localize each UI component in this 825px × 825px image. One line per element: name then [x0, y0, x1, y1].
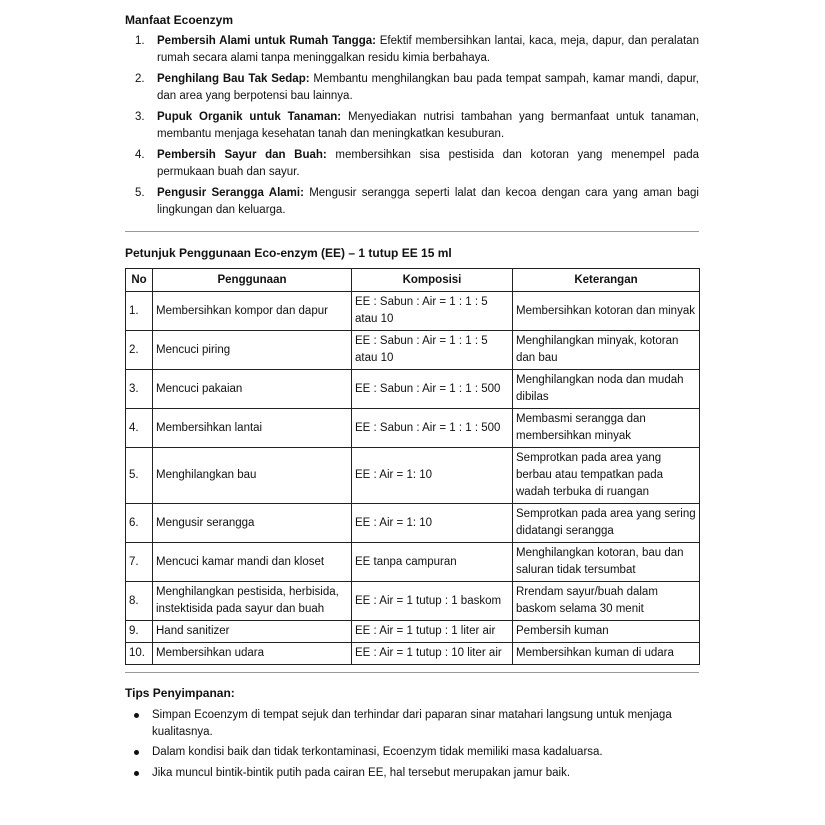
table-row — [126, 582, 700, 621]
benefit-label: Pembersih Sayur dan Buah: — [157, 149, 327, 161]
benefit-number: 4. — [135, 149, 145, 161]
tip-item — [125, 765, 699, 782]
cell-usage: Membersihkan udara — [153, 643, 352, 665]
cell-usage: Membersihkan lantai — [153, 409, 352, 448]
cell-description: Menghilangkan noda dan mudah dibilas — [513, 370, 700, 409]
tip-item — [125, 744, 699, 761]
header-no: No — [126, 269, 153, 292]
cell-description: Menghilangkan kotoran, bau dan saluran tidak tersumbat — [513, 543, 700, 582]
cell-no: 2. — [126, 331, 153, 370]
benefit-text: Membantu menghilangkan bau pada tempat sampah, kamar mandi, dapur, dan area yang berpotensi bau lainnya. — [157, 73, 699, 102]
bullet-icon — [134, 771, 139, 776]
benefits-list — [125, 33, 699, 223]
benefit-number: 1. — [135, 35, 145, 47]
header-description: Keterangan — [513, 269, 700, 292]
cell-no: 5. — [126, 448, 153, 504]
cell-description: Semprotkan pada area yang sering didatangi serangga — [513, 504, 700, 543]
cell-description: Semprotkan pada area yang berbau atau tempatkan pada wadah terbuka di ruangan — [513, 448, 700, 504]
tip-text: Simpan Ecoenzym di tempat sejuk dan terhindar dari paparan sinar matahari langsung untuk menjaga kualitasnya. — [152, 709, 672, 738]
benefit-label: Pembersih Alami untuk Rumah Tangga: — [157, 35, 376, 47]
table-row — [126, 292, 700, 331]
cell-usage: Mencuci pakaian — [153, 370, 352, 409]
cell-usage: Hand sanitizer — [153, 621, 352, 643]
cell-no: 3. — [126, 370, 153, 409]
cell-no: 9. — [126, 621, 153, 643]
cell-composition: EE : Air = 1 tutup : 10 liter air — [352, 643, 513, 665]
header-composition: Komposisi — [352, 269, 513, 292]
benefit-item — [125, 185, 699, 218]
benefit-text: Efektif membersihkan lantai, kaca, meja, dapur, dan peralatan rumah secara alami tanpa meninggalkan residu kimia berbahaya. — [157, 35, 699, 64]
cell-composition: EE : Air = 1: 10 — [352, 504, 513, 543]
cell-usage: Mengusir serangga — [153, 504, 352, 543]
cell-no: 7. — [126, 543, 153, 582]
benefit-label: Pupuk Organik untuk Tanaman: — [157, 111, 342, 123]
cell-description: Menghilangkan minyak, kotoran dan bau — [513, 331, 700, 370]
table-header-row — [126, 269, 700, 292]
benefit-text: Mengusir serangga seperti lalat dan kecoa dengan cara yang aman bagi lingkungan dan keluarga. — [157, 187, 699, 216]
cell-composition: EE : Sabun : Air = 1 : 1 : 500 — [352, 370, 513, 409]
cell-composition: EE : Sabun : Air = 1 : 1 : 5 atau 10 — [352, 292, 513, 331]
tips-heading: Tips Penyimpanan: — [125, 686, 235, 700]
cell-no: 4. — [126, 409, 153, 448]
bullet-icon — [134, 750, 139, 755]
section-divider — [125, 231, 699, 232]
cell-description: Membersihkan kuman di udara — [513, 643, 700, 665]
table-row — [126, 409, 700, 448]
benefit-item — [125, 33, 699, 66]
cell-composition: EE : Air = 1 tutup : 1 liter air — [352, 621, 513, 643]
table-row — [126, 448, 700, 504]
benefits-heading: Manfaat Ecoenzym — [125, 13, 234, 27]
table-row — [126, 543, 700, 582]
cell-usage: Mencuci piring — [153, 331, 352, 370]
benefit-label: Pengusir Serangga Alami: — [157, 187, 304, 199]
cell-composition: EE : Air = 1 tutup : 1 baskom — [352, 582, 513, 621]
cell-usage: Mencuci kamar mandi dan kloset — [153, 543, 352, 582]
cell-no: 8. — [126, 582, 153, 621]
benefit-text: Menyediakan nutrisi tambahan yang bermanfaat untuk tanaman, membantu menjaga kesehatan tanah dan meningkatkan kesuburan. — [157, 111, 699, 140]
benefit-label: Penghilang Bau Tak Sedap: — [157, 73, 310, 85]
tip-item — [125, 707, 699, 740]
cell-composition: EE : Sabun : Air = 1 : 1 : 5 atau 10 — [352, 331, 513, 370]
benefit-item — [125, 109, 699, 142]
cell-no: 1. — [126, 292, 153, 331]
benefit-text: membersihkan sisa pestisida dan kotoran yang menempel pada permukaan buah dan sayur. — [157, 149, 700, 178]
cell-composition: EE tanpa campuran — [352, 543, 513, 582]
cell-description: Rrendam sayur/buah dalam baskom selama 30 menit — [513, 582, 700, 621]
cell-composition: EE : Sabun : Air = 1 : 1 : 500 — [352, 409, 513, 448]
cell-usage: Menghilangkan pestisida, herbisida, instektisida pada sayur dan buah — [153, 582, 352, 621]
cell-description: Pembersih kuman — [513, 621, 700, 643]
tips-list — [125, 707, 699, 785]
usage-heading: Petunjuk Penggunaan Eco-enzym (EE) – 1 tutup EE 15 ml — [125, 246, 452, 260]
table-row — [126, 621, 700, 643]
table-row — [126, 331, 700, 370]
section-divider — [125, 672, 699, 673]
cell-no: 10. — [126, 643, 153, 665]
table-row — [126, 504, 700, 543]
tip-text: Dalam kondisi baik dan tidak terkontaminasi, Ecoenzym tidak memiliki masa kadaluarsa. — [152, 746, 603, 758]
benefit-number: 5. — [135, 187, 145, 199]
cell-no: 6. — [126, 504, 153, 543]
tip-text: Jika muncul bintik-bintik putih pada cairan EE, hal tersebut merupakan jamur baik. — [152, 766, 571, 779]
cell-description: Membersihkan kotoran dan minyak — [513, 292, 700, 331]
usage-table — [125, 268, 700, 665]
benefit-number: 2. — [135, 73, 145, 85]
cell-usage: Menghilangkan bau — [153, 448, 352, 504]
cell-description: Membasmi serangga dan membersihkan minyak — [513, 409, 700, 448]
benefit-item — [125, 147, 699, 180]
table-row — [126, 370, 700, 409]
cell-usage: Membersihkan kompor dan dapur — [153, 292, 352, 331]
table-row — [126, 643, 700, 665]
cell-composition: EE : Air = 1: 10 — [352, 448, 513, 504]
bullet-icon — [134, 713, 139, 718]
benefit-item — [125, 71, 699, 104]
benefit-number: 3. — [135, 111, 145, 123]
header-usage: Penggunaan — [153, 269, 352, 292]
